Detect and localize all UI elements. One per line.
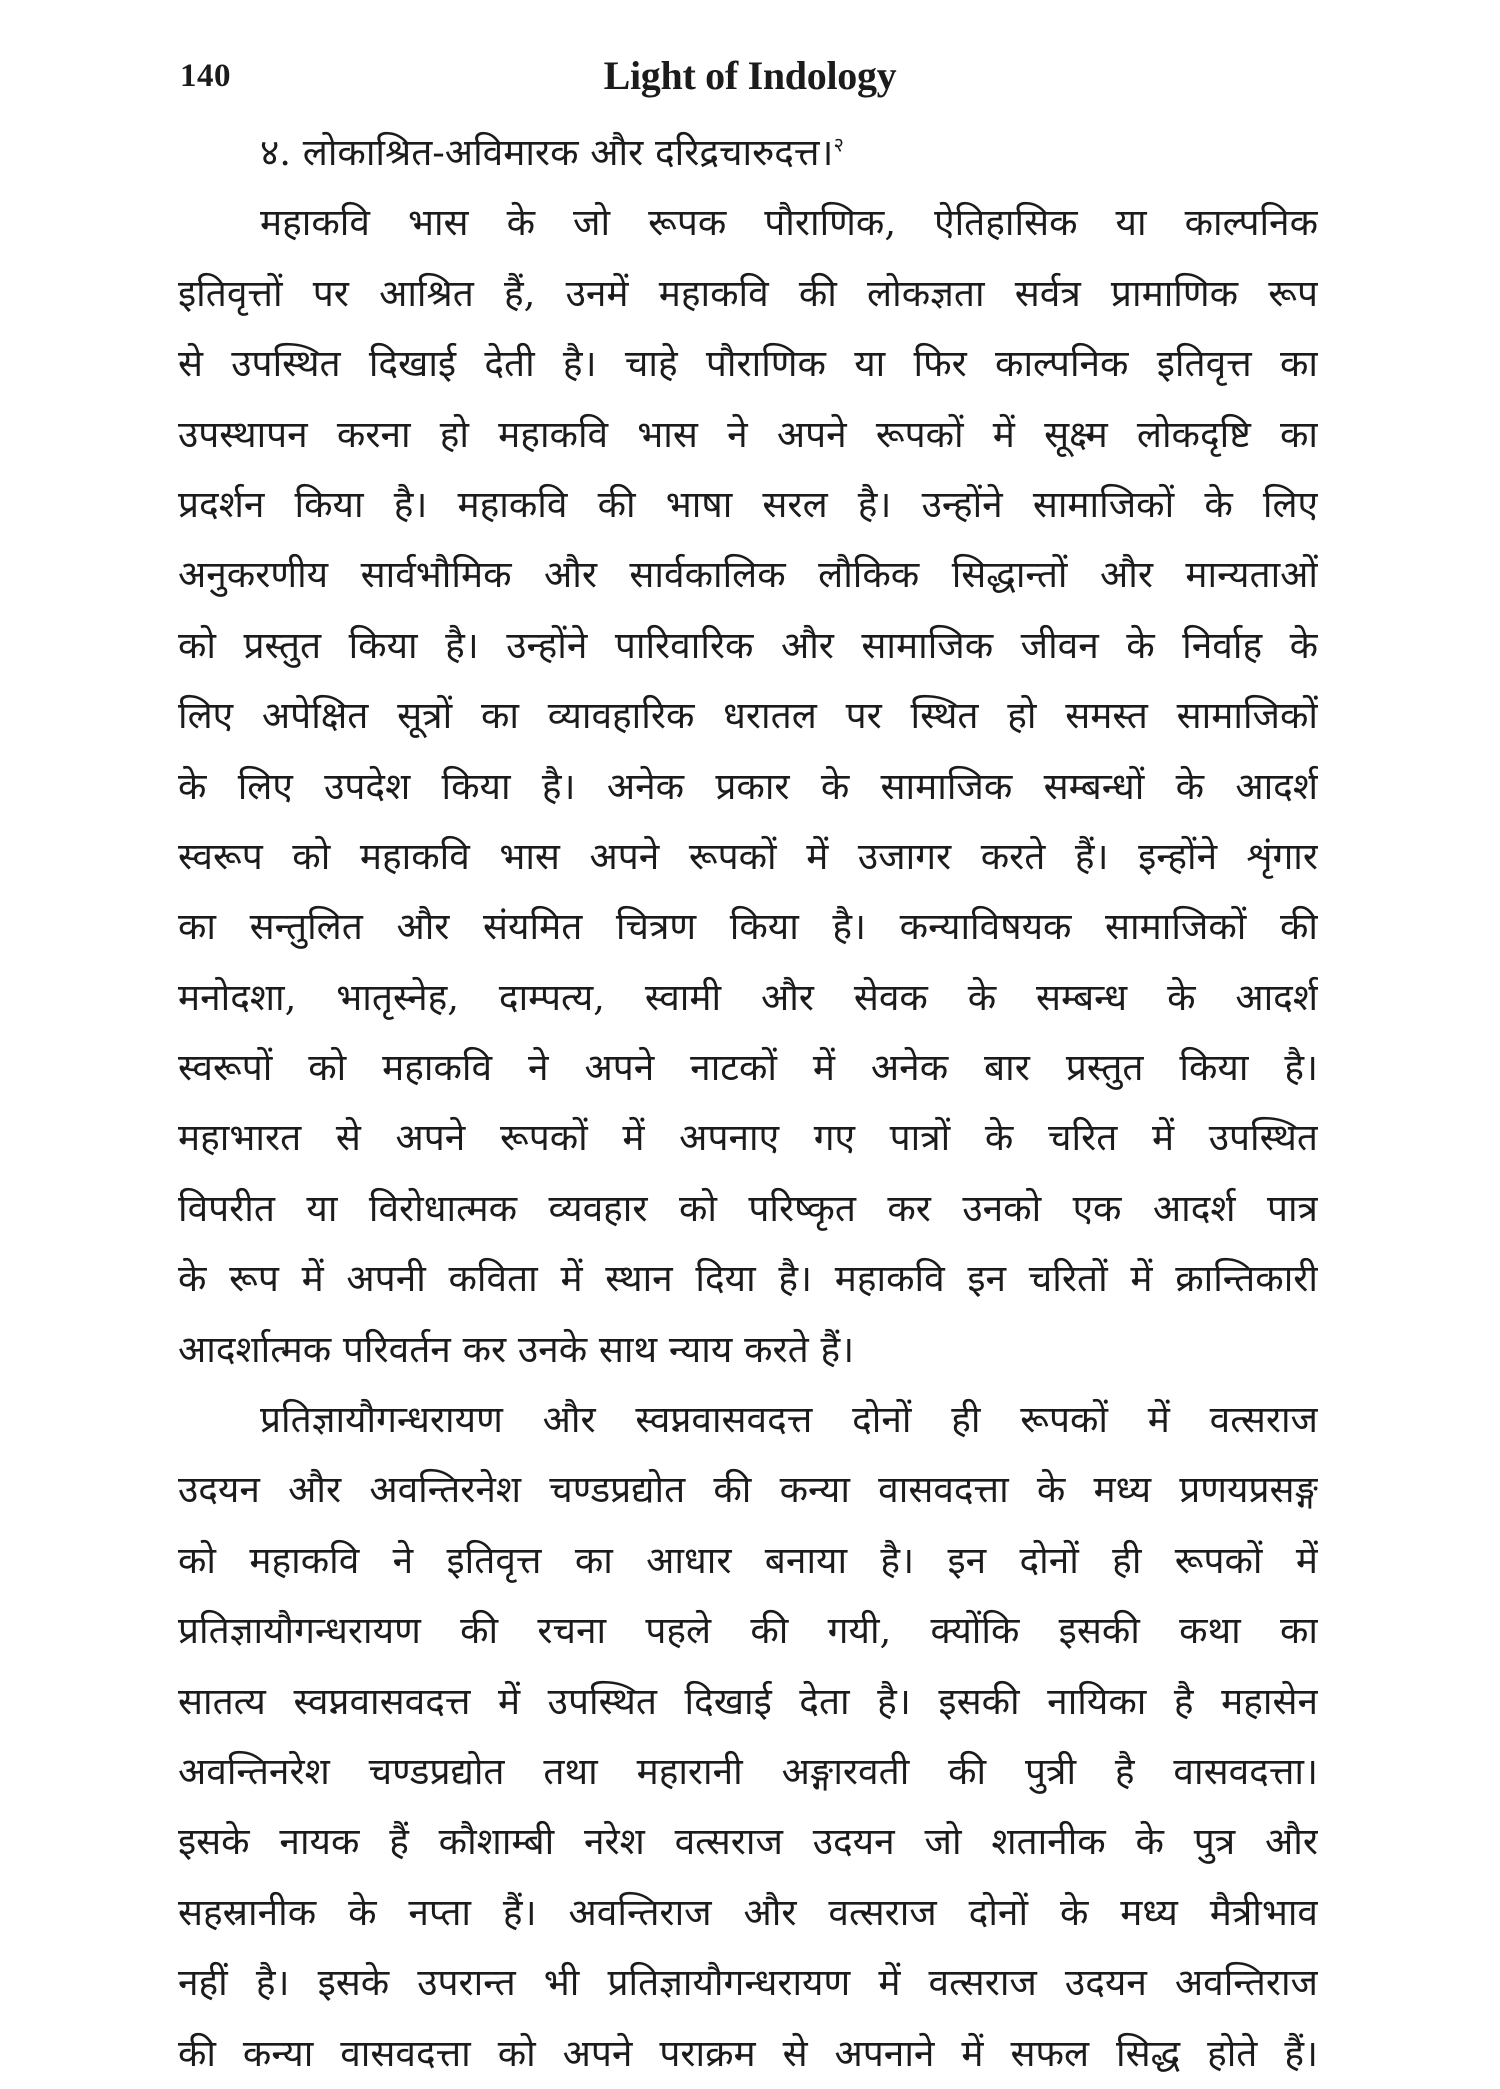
list-item-text: ४. लोकाश्रित-अविमारक और दरिद्रचारुदत्त। [260,131,834,174]
text-line: की कन्या वासवदत्ता को अपने पराक्रम से अपनाने में सफल सिद्ध होते हैं। [178,2031,1318,2075]
page-header [180,52,1320,102]
text-line: प्रतिज्ञायौगन्धरायण की रचना पहले की गयी, क्योंकि इसकी कथा का [178,1609,1318,1653]
text-line: सातत्य स्वप्नवासवदत्त में उपस्थित दिखाई देता है। इसकी नायिका है महासेन [178,1679,1318,1723]
text-line: प्रतिज्ञायौगन्धरायण और स्वप्नवासवदत्त दोनों ही रूपकों में वत्सराज [260,1398,1318,1442]
text-line: स्वरूपों को महाकवि ने अपने नाटकों में अनेक बार प्रस्तुत किया है। [178,1046,1318,1090]
text-line: महाभारत से अपने रूपकों में अपनाए गए पात्रों के चरित में उपस्थित [178,1116,1318,1160]
text-line: नहीं है। इसके उपरान्त भी प्रतिज्ञायौगन्धरायण में वत्सराज उदयन अवन्तिराज [178,1961,1318,2005]
text-line: इतिवृत्तों पर आश्रित हैं, उनमें महाकवि की लोकज्ञता सर्वत्र प्रामाणिक रूप [178,271,1318,315]
paragraph-2 [178,1385,1318,2089]
text-line: सहस्रानीक के नप्ता हैं। अवन्तिराज और वत्सराज दोनों के मध्य मैत्रीभाव [178,1890,1318,1934]
text-line: से उपस्थित दिखाई देती है। चाहे पौराणिक या फिर काल्पनिक इतिवृत्त का [178,342,1318,386]
text-line: के रूप में अपनी कविता में स्थान दिया है। महाकवि इन चरितों में क्रान्तिकारी [178,1257,1318,1301]
text-line: प्रदर्शन किया है। महाकवि की भाषा सरल है। उन्होंने सामाजिकों के लिए [178,482,1318,526]
text-line: के लिए उपदेश किया है। अनेक प्रकार के सामाजिक सम्बन्धों के आदर्श [178,764,1318,808]
text-line: उदयन और अवन्तिरनेश चण्डप्रद्योत की कन्या वासवदत्ता के मध्य प्रणयप्रसङ्ग [178,1468,1318,1512]
body-text [178,118,1318,2089]
paragraph-1 [178,188,1318,1385]
text-line: लिए अपेक्षित सूत्रों का व्यावहारिक धरातल पर स्थित हो समस्त सामाजिकों [178,694,1318,738]
text-line: विपरीत या विरोधात्मक व्यवहार को परिष्कृत कर उनको एक आदर्श पात्र [178,1186,1318,1230]
text-line: अवन्तिनरेश चण्डप्रद्योत तथा महारानी अङ्गारवती की पुत्री है वासवदत्ता। [178,1749,1318,1793]
text-line: का सन्तुलित और संयमित चित्रण किया है। कन्याविषयक सामाजिकों की [178,905,1318,949]
text-line: स्वरूप को महाकवि भास अपने रूपकों में उजागर करते हैं। इन्होंने शृंगार [178,834,1318,878]
text-line: को महाकवि ने इतिवृत्त का आधार बनाया है। इन दोनों ही रूपकों में [178,1538,1318,1582]
text-line: इसके नायक हैं कौशाम्बी नरेश वत्सराज उदयन जो शतानीक के पुत्र और [178,1820,1318,1864]
text-line: आदर्शात्मक परिवर्तन कर उनके साथ न्याय करते हैं। [178,1327,855,1371]
page-number: 140 [180,58,231,94]
text-line: मनोदशा, भातृस्नेह, दाम्पत्य, स्वामी और सेवक के सम्बन्ध के आदर्श [178,975,1318,1019]
text-line: को प्रस्तुत किया है। उन्होंने पारिवारिक और सामाजिक जीवन के निर्वाह के [178,623,1318,667]
list-item [178,118,1318,188]
footnote-mark: २ [833,132,844,157]
running-title: Light of Indology [603,53,897,98]
text-line: उपस्थापन करना हो महाकवि भास ने अपने रूपकों में सूक्ष्म लोकदृष्टि का [178,412,1318,456]
text-line: अनुकरणीय सार्वभौमिक और सार्वकालिक लौकिक सिद्धान्तों और मान्यताओं [178,553,1318,597]
text-line: महाकवि भास के जो रूपक पौराणिक, ऐतिहासिक या काल्पनिक [260,201,1318,245]
